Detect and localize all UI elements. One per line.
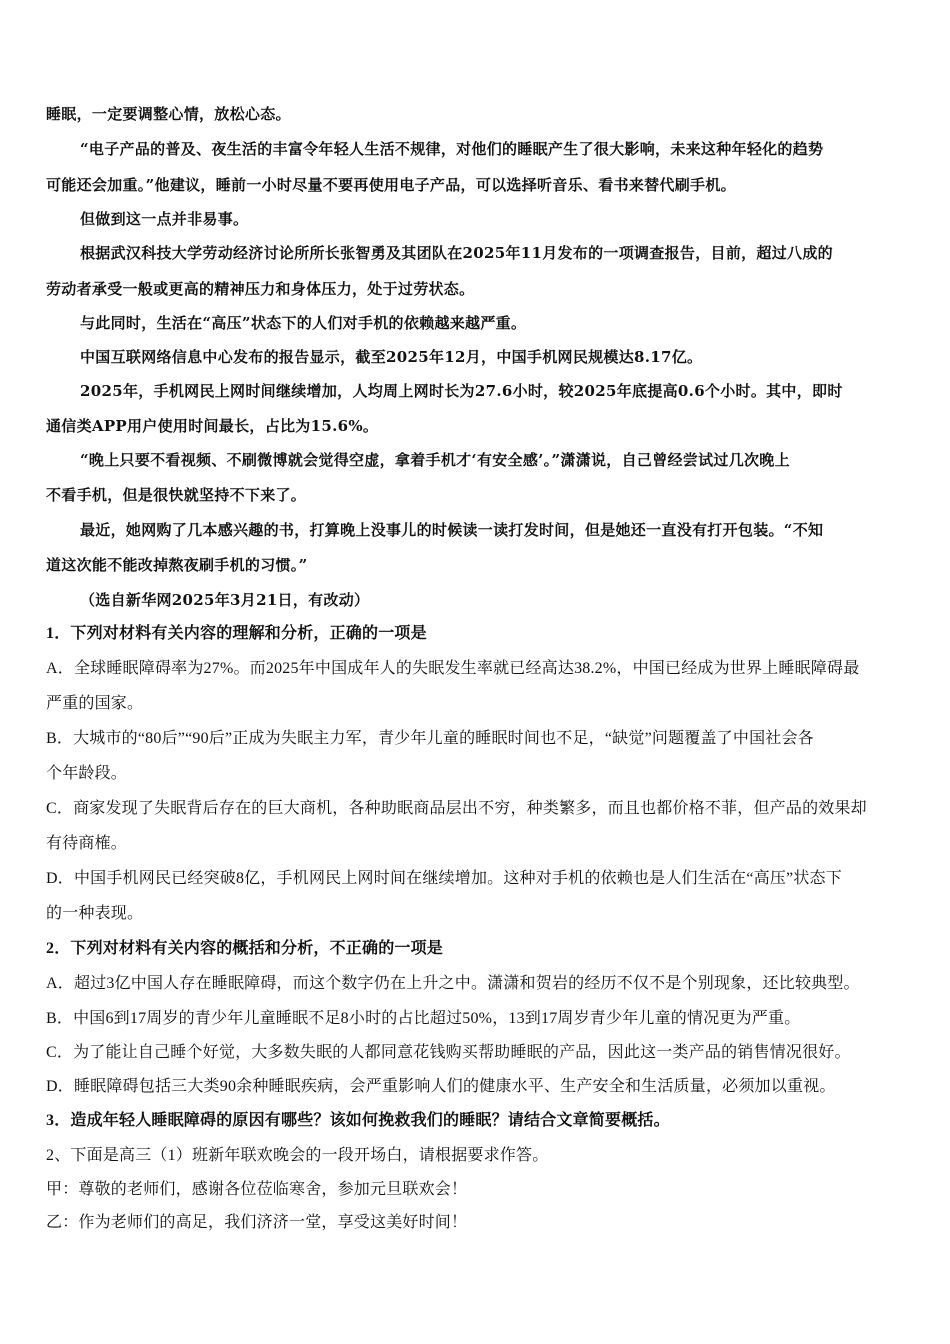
question-1-option-d-cont: 的一种表现。 [46, 905, 144, 922]
question-1-option-c: C．商家发现了失眠背后存在的巨大商机，各种助眠商品层出不穷，种类繁多，而且也都价格不菲，但产品的效果却 [46, 800, 867, 817]
article-paragraph-start: 根据武汉科技大学劳动经济讨论所所长张智勇及其团队在2025年11月发布的一项调查报告，目前，超过八成的 [80, 244, 833, 262]
article-line: 通信类APP用户使用时间最长，占比为15.6%。 [46, 417, 379, 435]
article-line: 道这次能不能改掉熬夜刷手机的习惯。” [46, 556, 308, 574]
article-paragraph-start: 但做到这一点并非易事。 [80, 210, 249, 228]
article-paragraph-start: 与此同时，生活在“高压”状态下的人们对手机的依赖越来越严重。 [80, 314, 527, 332]
question-3-stem: 3．造成年轻人睡眠障碍的原因有哪些？该如何挽救我们的睡眠？请结合文章简要概括。 [46, 1112, 670, 1129]
article-paragraph-start: 2025年，手机网民上网时间继续增加，人均周上网时长为27.6小时，较2025年底提高0.6个小时。其中，即时 [80, 382, 843, 400]
question-2-option-c: C．为了能让自己睡个好觉，大多数失眠的人都同意花钱购买帮助睡眠的产品，因此这一类产品的销售情况很好。 [46, 1044, 851, 1061]
article-source: （选自新华网2025年3月21日，有改动） [80, 591, 370, 609]
dialogue-yi: 乙：作为老师们的高足，我们济济一堂，享受这美好时间！ [46, 1214, 468, 1231]
question-1-option-a-cont: 严重的国家。 [46, 695, 144, 712]
question-1-option-b: B．大城市的“80后”“90后”正成为失眠主力军，青少年儿童的睡眠时间也不足，“缺觉”问题覆盖了中国社会各 [46, 730, 814, 747]
question-1-stem: 1．下列对材料有关内容的理解和分析，正确的一项是 [46, 625, 427, 642]
question-1-option-b-cont: 个年龄段。 [46, 765, 128, 782]
section-2-intro: 2、下面是高三（1）班新年联欢晚会的一段开场白，请根据要求作答。 [46, 1147, 549, 1164]
question-2-stem: 2．下列对材料有关内容的概括和分析，不正确的一项是 [46, 940, 444, 957]
article-line: 劳动者承受一般或更高的精神压力和身体压力，处于过劳状态。 [46, 280, 475, 298]
article-line: 不看手机，但是很快就坚持不下来了。 [46, 486, 307, 504]
question-2-option-a: A．超过3亿中国人存在睡眠障碍，而这个数字仍在上升之中。潇潇和贺岩的经历不仅不是个别现象，还比较典型。 [46, 975, 860, 992]
article-line: 可能还会加重。”他建议，睡前一小时尽量不要再使用电子产品，可以选择听音乐、看书来替代刷手机。 [46, 176, 736, 194]
article-paragraph-start: 中国互联网络信息中心发布的报告显示，截至2025年12月，中国手机网民规模达8.17亿。 [80, 348, 703, 366]
question-2-option-b: B．中国6到17周岁的青少年儿童睡眠不足8小时的占比超过50%，13到17周岁青少年儿童的情况更为严重。 [46, 1010, 801, 1027]
dialogue-jia: 甲：尊敬的老师们，感谢各位莅临寒舍，参加元旦联欢会！ [46, 1181, 468, 1198]
question-1-option-a: A．全球睡眠障碍率为27%。而2025年中国成年人的失眠发生率就已经高达38.2%，中国已经成为世界上睡眠障碍最 [46, 660, 860, 677]
article-paragraph-start: 最近，她网购了几本感兴趣的书，打算晚上没事儿的时候读一读打发时间，但是她还一直没有打开包装。“不知 [80, 521, 824, 539]
question-1-option-d: D．中国手机网民已经突破8亿，手机网民上网时间在继续增加。这种对手机的依赖也是人们生活在“高压”状态下 [46, 870, 842, 887]
article-paragraph-start: “晚上只要不看视频、不刷微博就会觉得空虚，拿着手机才‘有安全感’。”潇潇说，自己曾经尝试过几次晚上 [80, 451, 790, 469]
article-line: 睡眠，一定要调整心情，放松心态。 [46, 105, 291, 123]
question-1-option-c-cont: 有待商榷。 [46, 835, 128, 852]
question-2-option-d: D．睡眠障碍包括三大类90余种睡眠疾病，会严重影响人们的健康水平、生产安全和生活质量，必须加以重视。 [46, 1078, 836, 1095]
article-paragraph-start: “电子产品的普及、夜生活的丰富令年轻人生活不规律，对他们的睡眠产生了很大影响，未来这种年轻化的趋势 [80, 140, 824, 158]
